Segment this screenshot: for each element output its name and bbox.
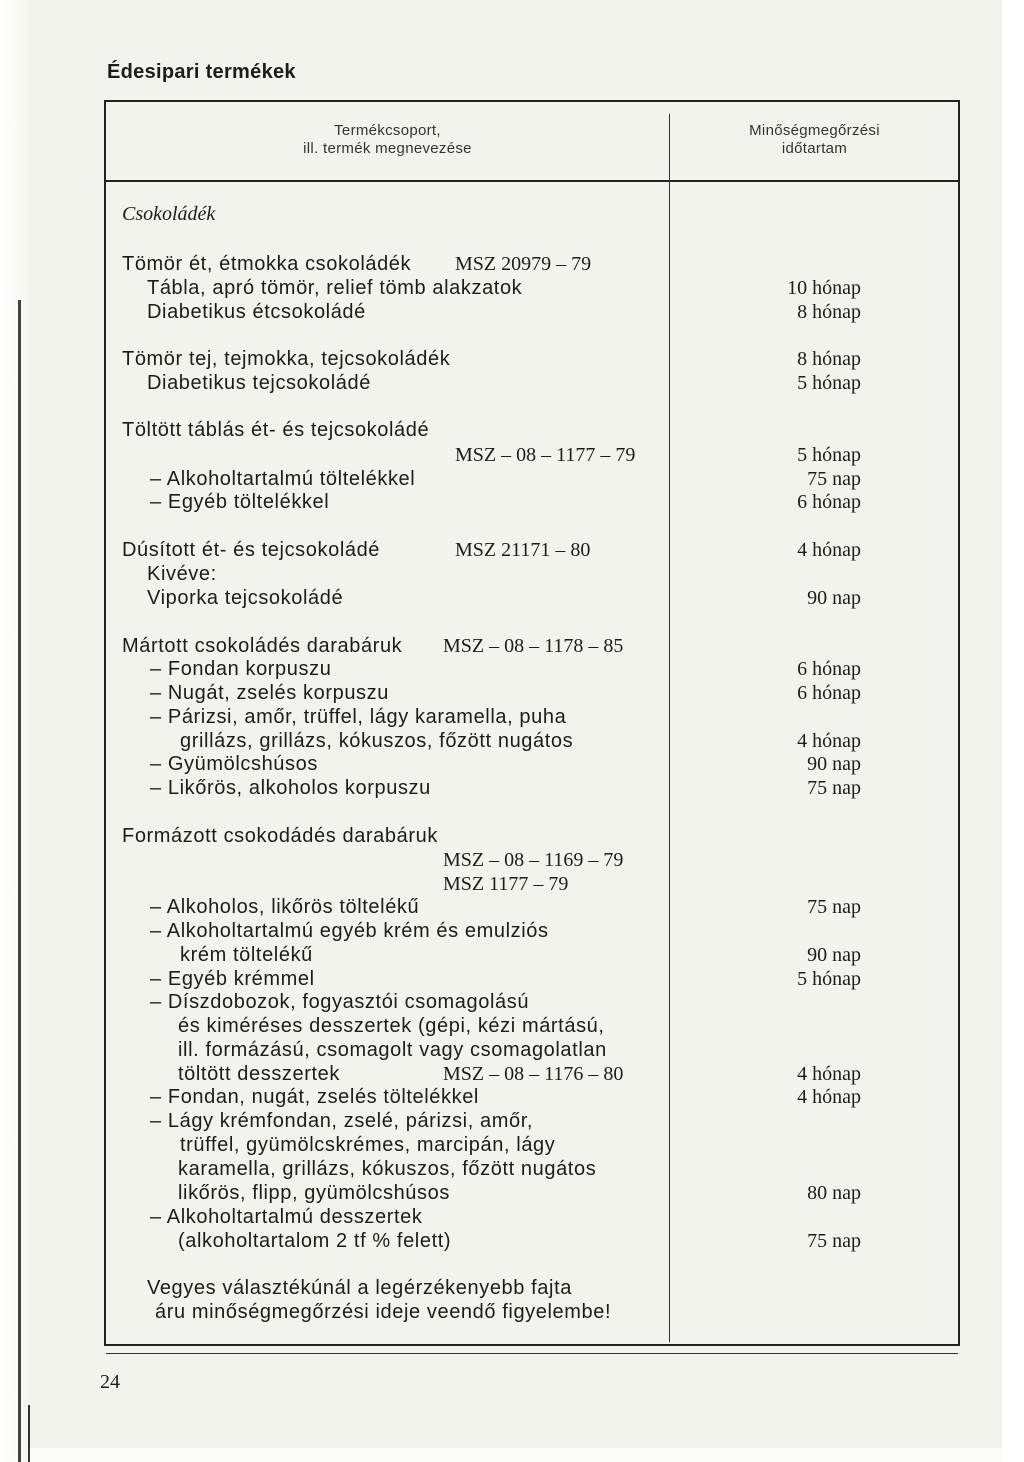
table-row	[0, 872, 1024, 896]
standard-number: MSZ – 08 – 1177 – 79	[455, 444, 636, 466]
product-name: – Nugát, zselés korpuszu	[150, 682, 389, 704]
product-name: krém töltelékű	[180, 944, 313, 966]
table-row	[0, 657, 1024, 681]
table-row	[0, 848, 1024, 872]
product-name: Kivéve:	[147, 563, 217, 585]
product-name: töltött desszertek	[178, 1063, 340, 1085]
shelf-life-value: 4 hónap	[797, 1063, 861, 1085]
shelf-life-value: 4 hónap	[797, 539, 861, 561]
shelf-life-value: 75 nap	[807, 896, 861, 918]
table-row	[0, 538, 1024, 562]
table-row	[0, 681, 1024, 705]
column-header-product	[106, 122, 669, 158]
table-row	[0, 776, 1024, 800]
table-row	[0, 347, 1024, 371]
table-row	[0, 895, 1024, 919]
page-number: 24	[100, 1371, 120, 1393]
table-row	[0, 202, 1024, 226]
product-name: Viporka tejcsokoládé	[147, 587, 344, 609]
table-row	[0, 1062, 1024, 1086]
product-name: – Alkoholos, likőrös töltelékű	[150, 896, 420, 918]
table-row	[0, 1109, 1024, 1133]
table-row	[0, 1205, 1024, 1229]
shelf-life-value: 90 nap	[807, 753, 861, 775]
table-row	[0, 990, 1024, 1014]
product-name: Töltött táblás ét- és tejcsokoládé	[122, 419, 430, 441]
column-header-shelf-life-line1: Minőségmegőrzési	[749, 122, 880, 139]
product-name: Diabetikus tejcsokoládé	[147, 372, 371, 394]
shelf-life-value: 80 nap	[807, 1182, 861, 1204]
shelf-life-value: 75 nap	[807, 777, 861, 799]
product-name: – Alkoholtartalmú töltelékkel	[150, 468, 416, 490]
shelf-life-value: 6 hónap	[797, 658, 861, 680]
product-name: – Fondan korpuszu	[150, 658, 332, 680]
product-name: – Lágy krémfondan, zselé, párizsi, amőr,	[150, 1110, 534, 1132]
product-name: ill. formázású, csomagolt vagy csomagolatlan	[178, 1039, 607, 1061]
product-name: Tömör tej, tejmokka, tejcsokoládék	[122, 348, 451, 370]
table-row	[0, 919, 1024, 943]
shelf-life-value: 5 hónap	[797, 372, 861, 394]
product-name: Mártott csokoládés darabáruk	[122, 635, 403, 657]
product-name: Vegyes választékúnál a legérzékenyebb fajta	[147, 1277, 572, 1299]
table-row	[0, 1300, 1024, 1324]
product-name: áru minőségmegőrzési ideje veendő figyelembe!	[155, 1301, 612, 1323]
table-row	[0, 943, 1024, 967]
product-name: – Egyéb töltelékkel	[150, 491, 330, 513]
table-row	[0, 300, 1024, 324]
table-row	[0, 1133, 1024, 1157]
table-row	[0, 1229, 1024, 1253]
column-header-shelf-life-line2: időtartam	[781, 140, 848, 157]
table-row	[0, 752, 1024, 776]
table-bottom-rule	[106, 1353, 958, 1354]
table-row	[0, 967, 1024, 991]
table-row	[0, 705, 1024, 729]
column-header-shelf-life	[671, 122, 958, 158]
product-name: – Likőrös, alkoholos korpuszu	[150, 777, 431, 799]
shelf-life-value: 4 hónap	[797, 730, 861, 752]
shelf-life-value: 5 hónap	[797, 444, 861, 466]
standard-number: MSZ 1177 – 79	[443, 873, 569, 895]
shelf-life-value: 4 hónap	[797, 1086, 861, 1108]
product-name: – Egyéb krémmel	[150, 968, 315, 990]
shelf-life-value: 5 hónap	[797, 968, 861, 990]
standard-number: MSZ – 08 – 1176 – 80	[443, 1063, 624, 1085]
table-row	[0, 467, 1024, 491]
shelf-life-value: 90 nap	[807, 587, 861, 609]
table-row	[0, 1181, 1024, 1205]
product-name: Diabetikus étcsokoládé	[147, 301, 366, 323]
table-row	[0, 1085, 1024, 1109]
shelf-life-value: 75 nap	[807, 1230, 861, 1252]
shelf-life-value: 90 nap	[807, 944, 861, 966]
section-heading: Csokoládék	[122, 203, 216, 225]
shelf-life-value: 75 nap	[807, 468, 861, 490]
table-row	[0, 562, 1024, 586]
product-name: és kiméréses desszertek (gépi, kézi mártású,	[178, 1015, 605, 1037]
table-row	[0, 252, 1024, 276]
page-bottom-edge	[30, 1448, 1002, 1462]
table-row	[0, 1014, 1024, 1038]
shelf-life-value: 6 hónap	[797, 491, 861, 513]
shelf-life-value: 6 hónap	[797, 682, 861, 704]
product-name: (alkoholtartalom 2 tf % felett)	[178, 1230, 452, 1252]
shelf-life-value: 8 hónap	[797, 348, 861, 370]
column-header-product-line2: ill. termék megnevezése	[303, 140, 472, 157]
table-row	[0, 443, 1024, 467]
product-name: trüffel, gyümölcskrémes, marcipán, lágy	[180, 1134, 556, 1156]
product-name: – Fondan, nugát, zselés töltelékkel	[150, 1086, 479, 1108]
product-name: karamella, grillázs, kókuszos, főzött nugátos	[178, 1158, 597, 1180]
table-row	[0, 490, 1024, 514]
product-name: – Párizsi, amőr, trüffel, lágy karamella, puha	[150, 706, 567, 728]
product-name: Dúsított ét- és tejcsokoládé	[122, 539, 381, 561]
table-row	[0, 1038, 1024, 1062]
header-divider	[106, 180, 958, 182]
product-name: likőrös, flipp, gyümölcshúsos	[178, 1182, 450, 1204]
product-name: – Alkoholtartalmú egyéb krém és emulziós	[150, 920, 549, 942]
product-name: – Díszdobozok, fogyasztói csomagolású	[150, 991, 530, 1013]
column-header-product-line1: Termékcsoport,	[334, 122, 441, 139]
table-row	[0, 634, 1024, 658]
running-head: Édesipari termékek	[107, 61, 296, 83]
table-row	[0, 1276, 1024, 1300]
product-name: grillázs, grillázs, kókuszos, főzött nugátos	[180, 730, 574, 752]
standard-number: MSZ – 08 – 1169 – 79	[443, 849, 624, 871]
table-row	[0, 729, 1024, 753]
table-row	[0, 824, 1024, 848]
product-name: Formázott csokodádés darabáruk	[122, 825, 438, 847]
table-row	[0, 371, 1024, 395]
product-name: Tábla, apró tömör, relief tömb alakzatok	[147, 277, 523, 299]
standard-number: MSZ 20979 – 79	[455, 253, 592, 275]
standard-number: MSZ – 08 – 1178 – 85	[443, 635, 624, 657]
product-name: – Gyümölcshúsos	[150, 753, 318, 775]
shelf-life-value: 10 hónap	[787, 277, 861, 299]
table-row	[0, 1157, 1024, 1181]
table-row	[0, 586, 1024, 610]
standard-number: MSZ 21171 – 80	[455, 539, 591, 561]
product-name: Tömör ét, étmokka csokoládék	[122, 253, 412, 275]
table-row	[0, 276, 1024, 300]
table-row	[0, 418, 1024, 442]
product-name: – Alkoholtartalmú desszertek	[150, 1206, 423, 1228]
shelf-life-value: 8 hónap	[797, 301, 861, 323]
